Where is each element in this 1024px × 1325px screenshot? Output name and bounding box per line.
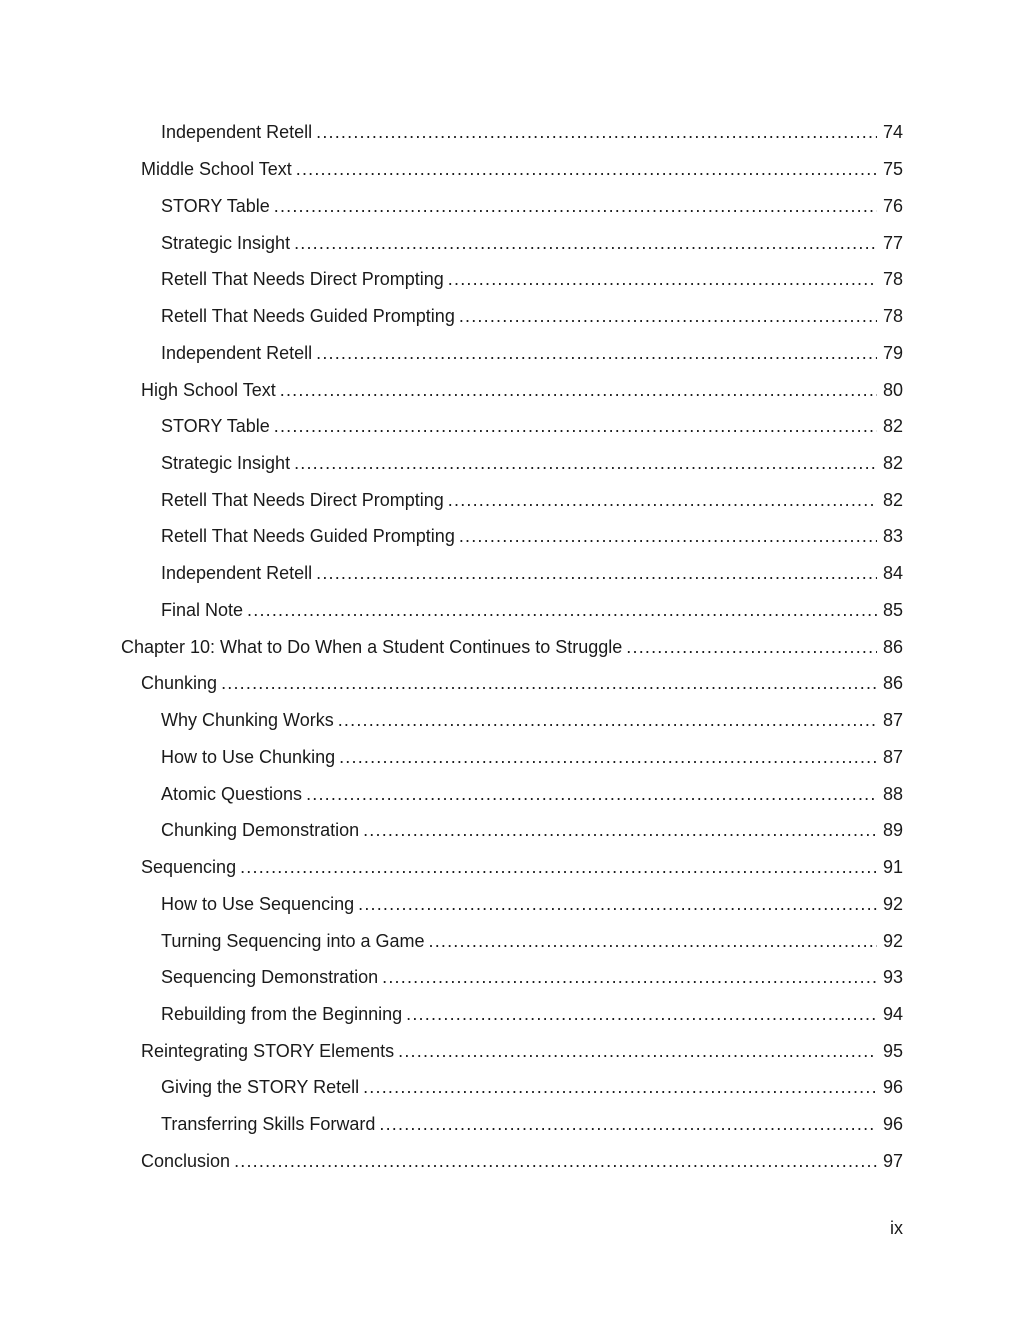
dot-leader (294, 452, 877, 474)
dot-leader (221, 672, 877, 694)
dot-leader (448, 268, 877, 290)
toc-entry[interactable] (0, 996, 1024, 1033)
toc-entry[interactable] (0, 702, 1024, 739)
toc-entry-page: 86 (882, 673, 903, 694)
toc-entry-title: Strategic Insight (161, 232, 291, 253)
toc-entry-title: High School Text (141, 379, 276, 400)
toc-entry[interactable] (0, 261, 1024, 298)
toc-entry-title: Chunking (141, 673, 218, 694)
toc-entry-page: 96 (882, 1114, 903, 1135)
toc-entry[interactable] (0, 849, 1024, 886)
toc-entry-page: 91 (882, 857, 903, 878)
toc-entry-page: 78 (882, 306, 903, 327)
toc-entry[interactable] (0, 224, 1024, 261)
toc-entry[interactable] (0, 592, 1024, 629)
toc-entry-page: 93 (882, 967, 903, 988)
dot-leader (459, 305, 877, 327)
toc-entry-page: 74 (882, 122, 903, 143)
toc-entry-page: 97 (882, 1150, 903, 1171)
dot-leader (358, 893, 877, 915)
toc-entry-title: Independent Retell (161, 563, 313, 584)
toc-entry-title: STORY Table (161, 416, 270, 437)
dot-leader (234, 1150, 877, 1172)
dot-leader (316, 342, 877, 364)
dot-leader (339, 746, 877, 768)
toc-entry[interactable] (0, 114, 1024, 151)
toc-entry[interactable] (0, 628, 1024, 665)
dot-leader (398, 1040, 877, 1062)
dot-leader (459, 525, 877, 547)
toc-entry-page: 78 (882, 269, 903, 290)
toc-entry-page: 86 (882, 636, 903, 657)
table-of-contents (0, 114, 1024, 1179)
toc-entry-title: Final Note (161, 599, 244, 620)
dot-leader (247, 599, 877, 621)
dot-leader (363, 1076, 877, 1098)
toc-entry[interactable] (0, 481, 1024, 518)
toc-entry-page: 77 (882, 232, 903, 253)
dot-leader (429, 930, 877, 952)
toc-entry-page: 80 (882, 379, 903, 400)
toc-entry[interactable] (0, 885, 1024, 922)
toc-entry-title: Giving the STORY Retell (161, 1077, 360, 1098)
page-number: ix (890, 1218, 903, 1238)
toc-entry-title: Why Chunking Works (161, 710, 334, 731)
toc-entry-page: 92 (882, 893, 903, 914)
toc-entry[interactable] (0, 518, 1024, 555)
toc-entry-title: Independent Retell (161, 342, 313, 363)
dot-leader (294, 232, 877, 254)
toc-entry[interactable] (0, 187, 1024, 224)
toc-entry-title: Retell That Needs Direct Prompting (161, 269, 444, 290)
toc-entry-page: 79 (882, 342, 903, 363)
toc-entry-title: STORY Table (161, 195, 270, 216)
toc-entry-title: Independent Retell (161, 122, 313, 143)
toc-entry-page: 87 (882, 710, 903, 731)
toc-entry-page: 83 (882, 526, 903, 547)
toc-entry[interactable] (0, 959, 1024, 996)
toc-entry-title: Retell That Needs Guided Prompting (161, 306, 455, 327)
toc-entry[interactable] (0, 298, 1024, 335)
toc-entry-page: 88 (882, 783, 903, 804)
toc-entry-page: 94 (882, 1003, 903, 1024)
dot-leader (274, 415, 877, 437)
dot-leader (274, 195, 877, 217)
toc-entry-title: Retell That Needs Guided Prompting (161, 526, 455, 547)
dot-leader (379, 1113, 877, 1135)
toc-entry[interactable] (0, 151, 1024, 188)
toc-entry[interactable] (0, 1106, 1024, 1143)
dot-leader (316, 121, 877, 143)
toc-entry[interactable] (0, 1069, 1024, 1106)
toc-entry[interactable] (0, 371, 1024, 408)
toc-entry-title: Reintegrating STORY Elements (141, 1040, 395, 1061)
toc-entry-title: Turning Sequencing into a Game (161, 930, 425, 951)
toc-entry-page: 82 (882, 452, 903, 473)
toc-entry-page: 84 (882, 563, 903, 584)
toc-entry-page: 85 (882, 599, 903, 620)
dot-leader (306, 783, 877, 805)
toc-entry-title: Sequencing (141, 857, 237, 878)
dot-leader (382, 966, 877, 988)
toc-entry[interactable] (0, 812, 1024, 849)
dot-leader (448, 489, 877, 511)
toc-entry-title: Transferring Skills Forward (161, 1114, 376, 1135)
dot-leader (280, 379, 877, 401)
toc-entry-page: 82 (882, 489, 903, 510)
toc-entry-title: Atomic Questions (161, 783, 303, 804)
toc-entry[interactable] (0, 555, 1024, 592)
toc-entry-page: 76 (882, 195, 903, 216)
toc-entry[interactable] (0, 665, 1024, 702)
dot-leader (296, 158, 877, 180)
toc-entry[interactable] (0, 445, 1024, 482)
toc-entry-title: Strategic Insight (161, 452, 291, 473)
toc-entry[interactable] (0, 775, 1024, 812)
toc-entry-page: 75 (882, 159, 903, 180)
toc-entry-title: Conclusion (141, 1150, 231, 1171)
toc-entry-title: Rebuilding from the Beginning (161, 1003, 403, 1024)
toc-entry-title: How to Use Sequencing (161, 893, 355, 914)
toc-entry[interactable] (0, 408, 1024, 445)
dot-leader (626, 636, 877, 658)
toc-entry[interactable] (0, 334, 1024, 371)
toc-entry[interactable] (0, 1143, 1024, 1180)
toc-entry[interactable] (0, 1032, 1024, 1069)
dot-leader (316, 562, 877, 584)
toc-entry-page: 92 (882, 930, 903, 951)
toc-entry-page: 95 (882, 1040, 903, 1061)
toc-entry-title: How to Use Chunking (161, 746, 336, 767)
toc-entry-title: Sequencing Demonstration (161, 967, 379, 988)
toc-entry-page: 96 (882, 1077, 903, 1098)
toc-entry-title: Retell That Needs Direct Prompting (161, 489, 444, 510)
toc-entry-page: 89 (882, 820, 903, 841)
dot-leader (406, 1003, 877, 1025)
toc-entry-page: 82 (882, 416, 903, 437)
toc-entry-title: Middle School Text (141, 159, 292, 180)
toc-entry[interactable] (0, 738, 1024, 775)
dot-leader (240, 856, 877, 878)
dot-leader (338, 709, 877, 731)
toc-entry-title: Chapter 10: What to Do When a Student Continues to Struggle (121, 636, 623, 657)
dot-leader (363, 819, 877, 841)
toc-entry[interactable] (0, 922, 1024, 959)
toc-entry-page: 87 (882, 746, 903, 767)
toc-entry-title: Chunking Demonstration (161, 820, 360, 841)
